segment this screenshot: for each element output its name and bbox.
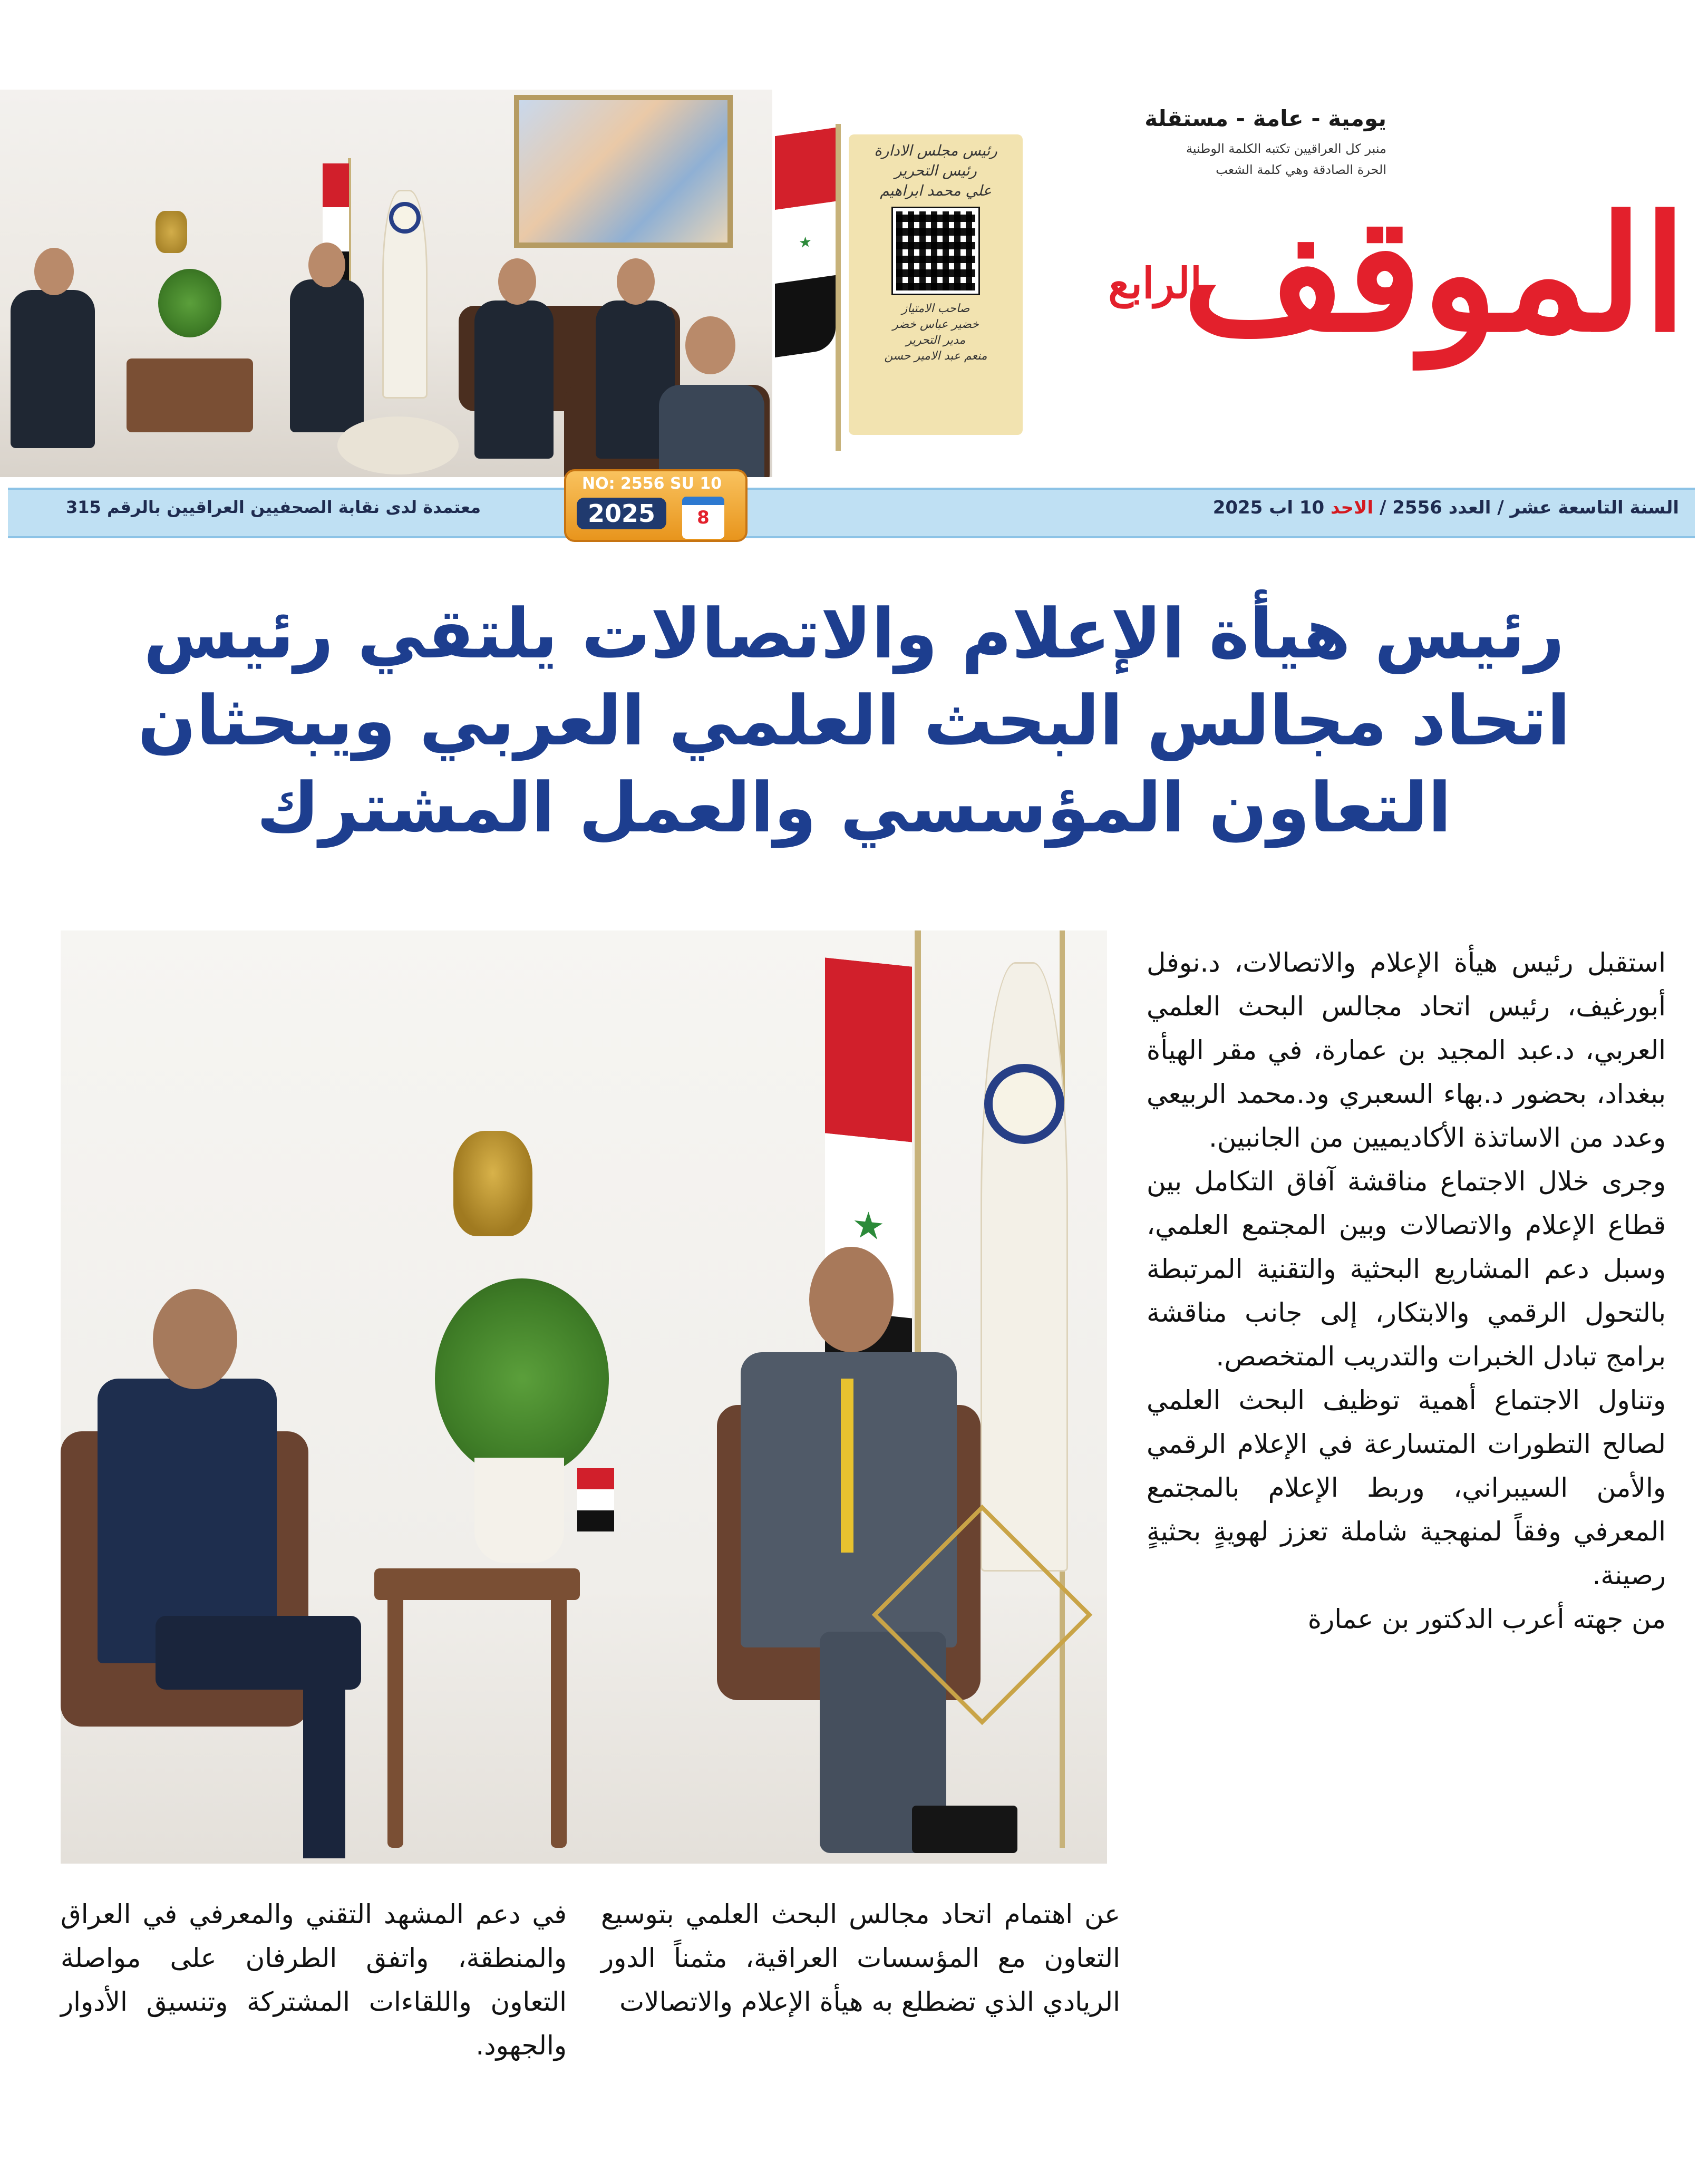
chairman-title: رئيس مجلس الادارة <box>874 142 997 159</box>
manager-name: منعم عبد الامير حسن <box>884 350 987 363</box>
editorial-board-box <box>849 134 1023 435</box>
person-head <box>617 258 655 305</box>
issue-info-bar <box>8 488 1695 538</box>
person-head <box>308 243 345 287</box>
plant-pot <box>474 1458 564 1563</box>
qr-code-icon <box>893 208 978 294</box>
badge-number: NO: 2556 SU 10 <box>582 474 722 493</box>
plant <box>158 269 221 337</box>
accreditation-note: معتمدة لدى نقابة الصحفيين العراقيين بالرقم 315 <box>66 497 481 517</box>
article-photo <box>61 930 1107 1864</box>
headline-line: رئيس هيأة الإعلام والاتصالات يلتقي رئيس <box>143 594 1565 674</box>
wall-painting <box>514 95 733 248</box>
person-head <box>153 1289 237 1389</box>
issue-day: الاحد <box>1331 497 1374 518</box>
person <box>290 279 364 432</box>
person-head <box>34 248 74 295</box>
slogan-line: الحرة الصادقة وهي كلمة الشعب <box>1216 162 1386 177</box>
seal-icon <box>984 1064 1064 1144</box>
badge-year: 2025 <box>577 498 666 529</box>
issue-info <box>1213 497 1679 518</box>
person-head <box>498 258 536 305</box>
flag-pole <box>836 124 841 451</box>
article-column-left: في دعم المشهد التقني والمعرفي في العراق والمنطقة، واتفق الطرفان على مواصلة التعاون واللقاءات المشتركة وتنسيق الأدوار والجهود. <box>61 1899 567 2061</box>
emblem-icon <box>453 1131 532 1236</box>
tie <box>841 1379 853 1553</box>
newspaper-logo: الموقف <box>1182 181 1687 367</box>
sculpture-base <box>912 1806 1017 1853</box>
emblem-icon <box>156 211 187 253</box>
editor-title: رئيس التحرير <box>895 162 977 179</box>
person-head <box>685 316 735 374</box>
plant <box>435 1278 609 1479</box>
person <box>474 300 554 459</box>
editor-name: علي محمد ابراهيم <box>880 182 992 199</box>
issue-number: السنة التاسعة عشر / العدد 2556 / <box>1379 497 1679 518</box>
iraq-flag-icon <box>577 1468 614 1531</box>
owner-title: صاحب الامتياز <box>901 302 970 315</box>
side-table <box>127 358 253 432</box>
issue-date: 10 اب 2025 <box>1212 497 1325 518</box>
article-column-middle: عن اهتمام اتحاد مجالس البحث العلمي بتوسيع التعاون مع المؤسسات العراقية، مثمناً الدور الريادي الذي تضطلع به هيأة الإعلام والاتصالات <box>601 1899 1120 2017</box>
institution-banner <box>981 962 1068 1572</box>
person <box>659 385 764 477</box>
iraq-flag-icon: ★ <box>775 128 836 357</box>
person <box>11 290 95 448</box>
slogan <box>1186 138 1386 180</box>
iraq-flag-icon: ★ <box>825 957 912 1494</box>
issue-badge <box>564 469 748 542</box>
article-column-right: استقبل رئيس هيأة الإعلام والاتصالات، د.نوفل أبورغيف، رئيس اتحاد مجالس البحث العلمي العربي، د.عبد المجيد بن عمارة، في مقر الهيأة ببغداد، بحضور د.بهاء السعبري ود.محمد الربيعي وعدد من الاساتذة الأكاديميين من الجانبين. وجرى خلال الاجتماع مناقشة آفاق التكامل بين قطاع الإعلام والاتصالات وبين المجتمع العلمي، وسبل دعم المشاريع البحثية والتقنية المرتبطة بالتحول الرقمي والابتكار، إلى جانب مناقشة برامج تبادل الخبرات والتدريب المتخصص. وتناول الاجتماع أهمية توظيف البحث العلمي لصالح التطورات المتسارعة في الإعلام الرقمي والأمن السيبراني، وربط الإعلام بالمجتمع المعرفي وفقاً لمنهجية شاملة تعزز لهويةٍ بحثيةٍ رصينة. من جهته أعرب الدكتور بن عمارة <box>1147 947 1666 1634</box>
headline-line: اتحاد مجالس البحث العلمي العربي ويبحثان <box>138 681 1570 761</box>
calendar-icon: 8 <box>682 497 724 539</box>
person-head <box>809 1247 894 1352</box>
newspaper-logo-sub: الرابع <box>1108 258 1202 308</box>
coffee-table <box>374 1568 580 1600</box>
masthead-meeting-photo <box>0 90 774 477</box>
manager-title: مدير التحرير <box>906 334 966 347</box>
tagline: يومية - عامة - مستقلة <box>1144 105 1386 131</box>
round-table <box>337 416 459 474</box>
headline-line: التعاون المؤسسي والعمل المشترك <box>256 768 1452 848</box>
person-legs <box>156 1616 361 1690</box>
person-legs <box>303 1684 345 1858</box>
article-headline <box>84 590 1624 851</box>
owner-name: خضير عباس خضر <box>892 318 979 331</box>
table-leg <box>387 1595 403 1848</box>
institution-banner <box>382 190 428 399</box>
slogan-line: منبر كل العراقيين تكتبه الكلمة الوطنية <box>1186 141 1386 156</box>
table-leg <box>551 1595 567 1848</box>
